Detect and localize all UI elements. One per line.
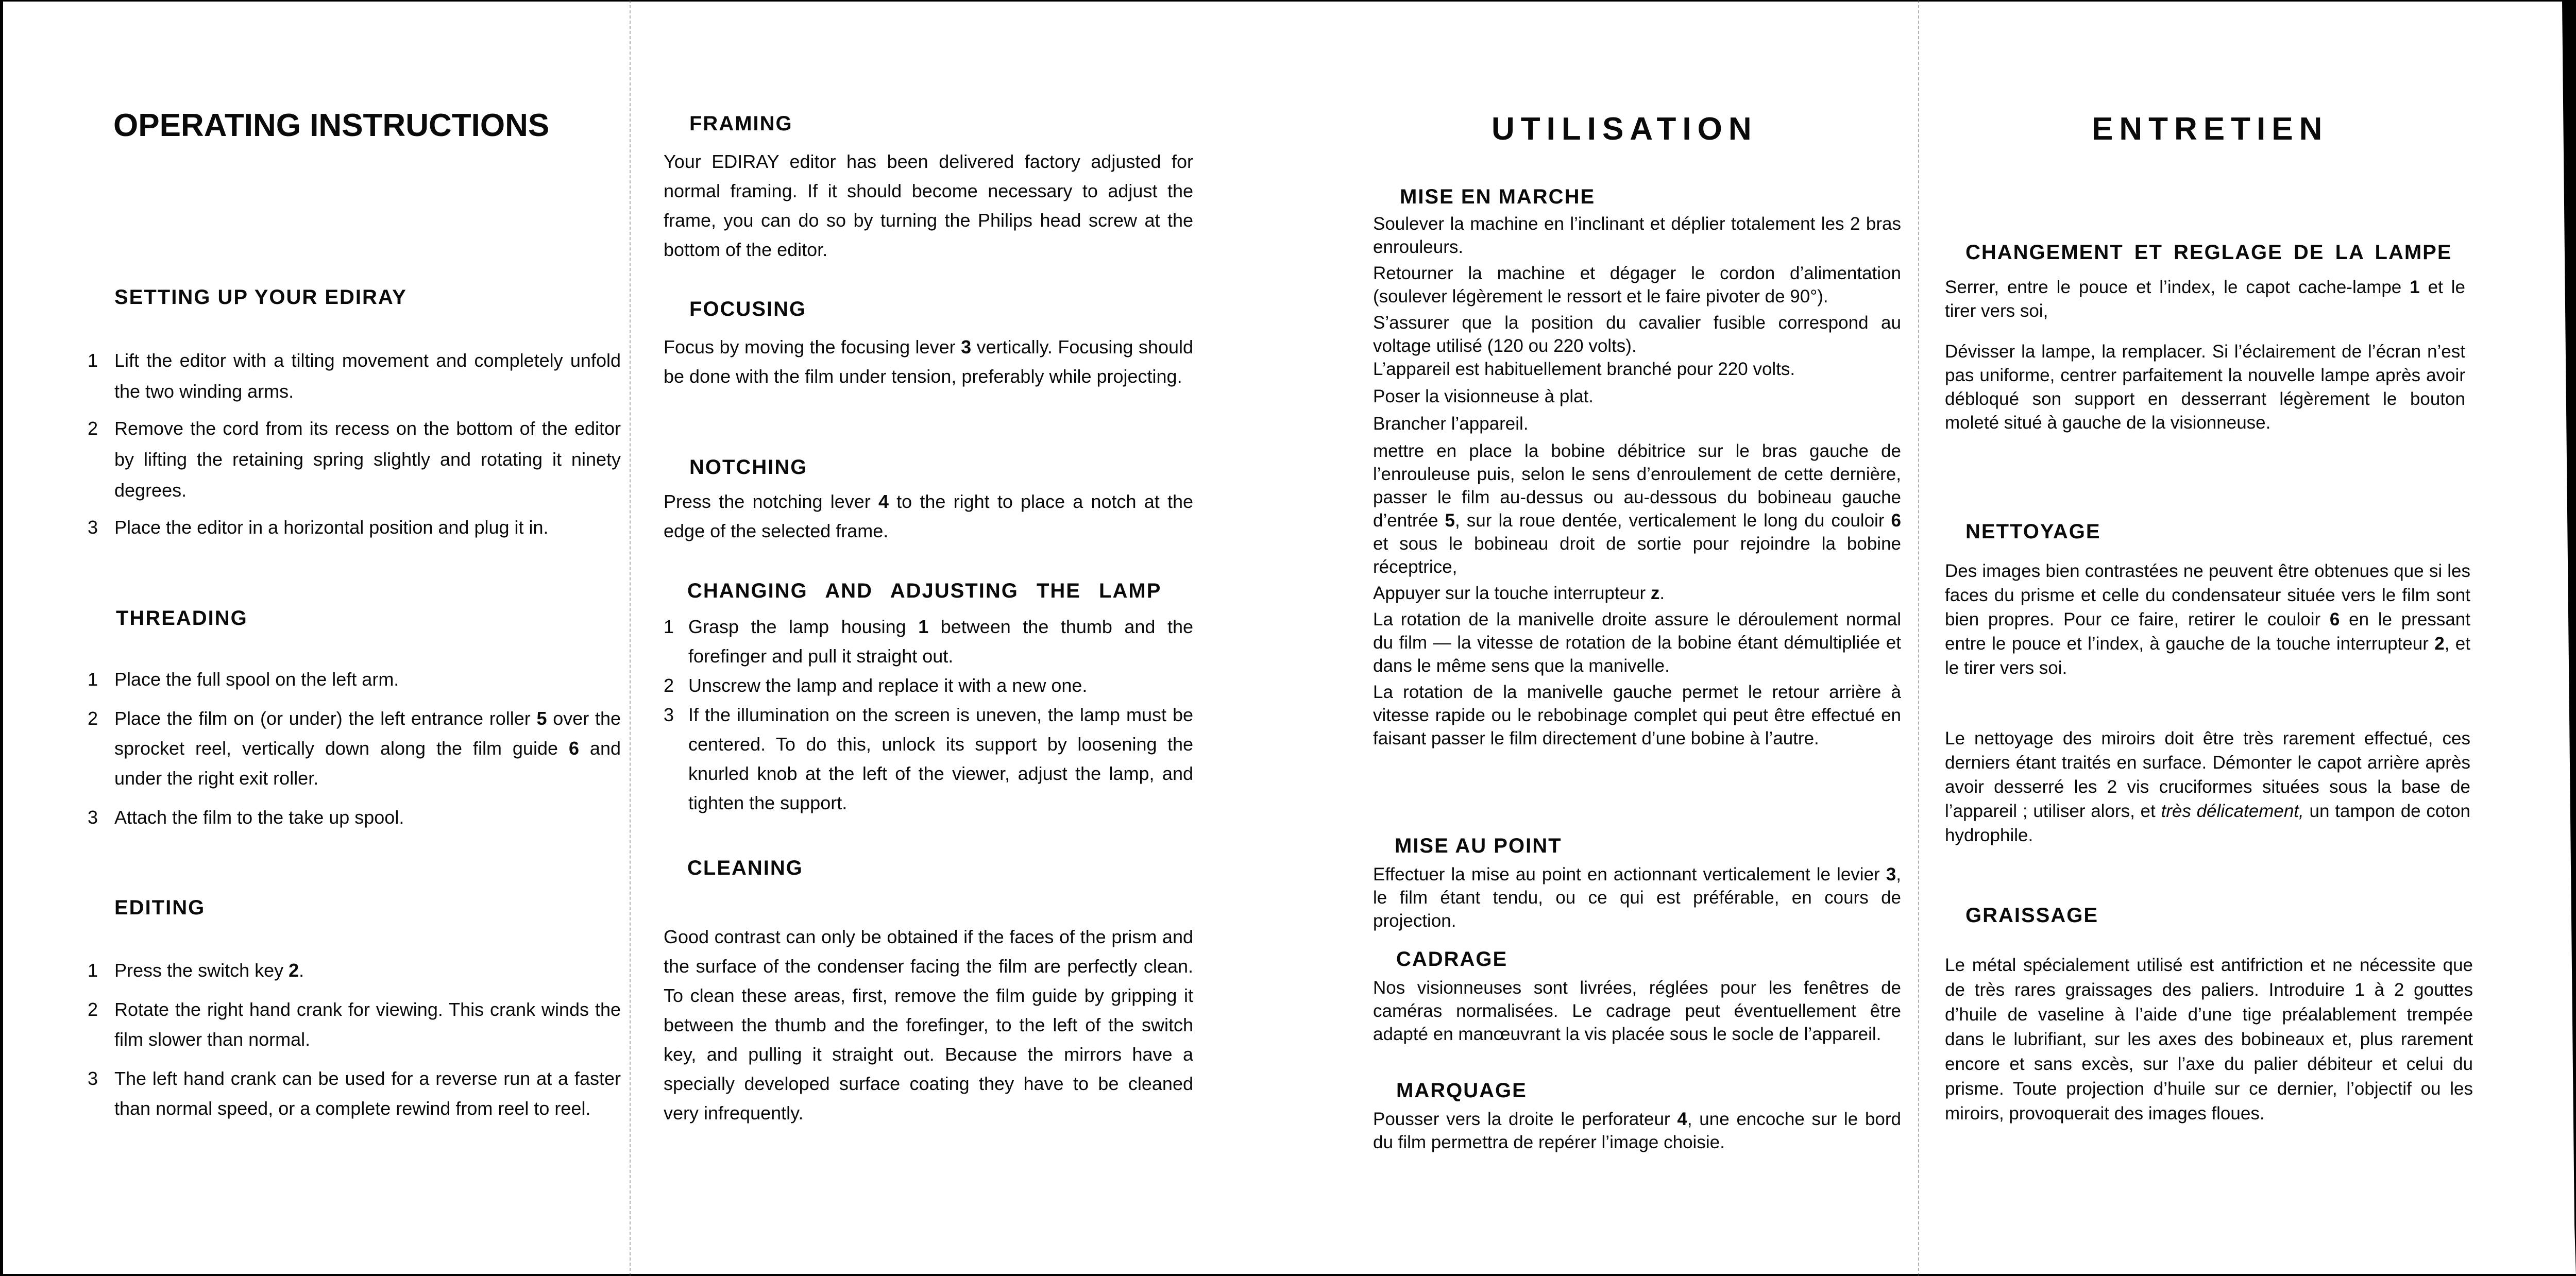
section-heading-cadrage: CADRAGE [1396, 948, 1508, 971]
scan-border-bottom [0, 1274, 2576, 1276]
nettoyage-text-2: Le nettoyage des miroirs doit être très rarement effectué, ces derniers étant traités en surface. Démonter le capot arrière après avoir desserré les 2 vis cruciformes situées sous la base de l’appareil ; utiliser alors, et très délicatement, un tampon de coton hydrophile. [1945, 728, 2470, 845]
scan-border-top [0, 0, 2576, 2]
list-item: 3 Place the editor in a horizontal position and plug it in. [88, 517, 549, 538]
list-item: 2 Unscrew the lamp and replace it with a new one. [664, 675, 1088, 696]
marquage-text: Pousser vers la droite le perforateur 4, une encoche sur le bord du film permettra de repérer l’image choisie. [1373, 1109, 1901, 1152]
list-item: 3 If the illumination on the screen is uneven, the lamp must be centered. To do this, unlock its support by loosening the knurled knob at the left of the viewer, adjust the lamp, and tighten the support. [664, 704, 1193, 813]
part-number-label: 4 [878, 491, 889, 512]
scan-border-right [2562, 0, 2576, 1276]
mise-en-marche-body: Soulever la machine en l’inclinant et déplier totalement les 2 bras enrouleurs. Retourner la machine et dégager le cordon d’alimentation (soulever légèrement le ressort et le faire pivoter de 90°). S’assurer que la position du cavalier fusible correspond au voltage utilisé (120 ou 220 volts). L’appareil est habituellement branché pour 220 volts. Poser la visionneuse à plat. Brancher l’appareil. mettre en place la bobine débitrice sur le bras gauche de l’enrouleuse puis, selon le sens d’enroulement de cette dernière, passer le film au-dessus ou au-dessous du bobineau gauche d’entrée 5, sur la roue dentée, verticalement le long du couloir 6 et sous le bobineau droit de sortie pour rejoindre la bobine réceptrice, Appuyer sur la touche interrupteur z. La rotation de la manivelle droite assure le déroulement normal du film — la vitesse de rotation de la bobine étant démultipliée et dans le même sens que la manivelle. La rotation de la manivelle gauche permet le retour arrière à vitesse rapide ou le rebobinage complet qui peut être effectué en faisant passer le film directement d’une bobine à l’autre. [1373, 214, 1901, 748]
section-heading-framing: FRAMING [689, 112, 793, 135]
lampe-text-2: Dévisser la lampe, la remplacer. Si l’éclairement de l’écran n’est pas uniforme, centrer parfaitement la nouvelle lampe après avoir débloqué son support en desserrant légèrement le bouton moleté situé à gauche de la visionneuse. [1945, 342, 2465, 433]
cadrage-text: Nos visionneuses sont livrées, réglées pour les fenêtres de caméras normalisées. Le cadrage peut éventuellement être adapté en manœuvrant la vis placée sous le socle de l’appareil. [1373, 978, 1901, 1044]
notching-text: Press the notching lever 4 to the right to place a notch at the edge of the selected frame. [664, 491, 1193, 541]
nettoyage-text-1: Des images bien contrastées ne peuvent être obtenues que si les faces du prisme et celle du condensateur située vers le film sont bien propres. Pour ce faire, retirer le couloir 6 en le pressant entre le pouce et l’index, à gauche de la touche interrupteur 2, et le tirer vers soi. [1945, 561, 2470, 678]
lamp-steps [664, 612, 1193, 818]
section-heading-changement-lampe: CHANGEMENT ET REGLAGE DE LA LAMPE [1965, 241, 2452, 264]
part-number-label: 6 [2329, 609, 2340, 630]
part-number-label: 6 [568, 738, 579, 759]
part-number-label: 6 [1891, 511, 1901, 531]
list-item: 1 Place the full spool on the left arm. [88, 669, 399, 690]
page-title-operating-instructions: OPERATING INSTRUCTIONS [113, 108, 550, 143]
list-item: 3 The left hand crank can be used for a reverse run at a faster than normal speed, or a complete rewind from reel to reel. [88, 1068, 621, 1119]
setting-up-steps [88, 345, 621, 543]
cleaning-text: Good contrast can only be obtained if the faces of the prism and the surface of the condenser facing the film are perfectly clean. To clean these areas, first, remove the film guide by gripping it between the thumb and the forefinger, to the left of the switch key, and pulling it straight out. Because the mirrors have a specially developed surface coating they have to be cleaned very infrequently. [664, 926, 1193, 1124]
list-item: 2 Rotate the right hand crank for viewing. This crank winds the film slower than normal. [88, 999, 621, 1050]
page-title-entretien: ENTRETIEN [2092, 111, 2329, 147]
graissage-text: Le métal spécialement utilisé est antifriction et ne nécessite que de très rares graissages des paliers. Introduire 1 à 2 gouttes d’huile de vaseline à l’aide d’une tige préalablement trempée dans le lubrifiant, sur les axes des bobineaux et, plus rarement encore et sans excès, sur l’axe du palier débiteur et celui du prisme. Toute projection d’huile sur ce dernier, l’objectif ou les miroirs, provoquerait des images floues. [1945, 955, 2473, 1124]
section-heading-mise-au-point: MISE AU POINT [1395, 835, 1562, 857]
fold-line [1918, 0, 1919, 1276]
list-item: 1 Grasp the lamp housing 1 between the thumb and the forefinger and pull it straight out. [664, 616, 1193, 667]
part-number-label: 1 [918, 616, 929, 637]
fold-line [630, 0, 631, 1276]
part-number-label: 4 [1677, 1109, 1687, 1129]
section-heading-nettoyage: NETTOYAGE [1965, 520, 2101, 543]
section-heading-graissage: GRAISSAGE [1965, 904, 2099, 927]
section-heading-editing: EDITING [114, 896, 206, 919]
mise-au-point-text: Effectuer la mise au point en actionnant verticalement le levier 3, le film étant tendu, ou ce qui est préférable, en cours de projection. [1373, 864, 1901, 931]
part-number-label: 2 [289, 960, 299, 981]
list-item: 2 Remove the cord from its recess on the bottom of the editor by lifting the retaining spring slightly and rotating it ninety degrees. [88, 418, 621, 501]
section-heading-cleaning: CLEANING [687, 857, 803, 879]
part-number-label: z [1650, 583, 1660, 603]
part-number-label: 1 [2410, 277, 2420, 297]
part-number-label: 3 [961, 336, 972, 358]
focusing-text: Focus by moving the focusing lever 3 vertically. Focusing should be done with the film under tension, preferably while projecting. [664, 336, 1194, 387]
scan-border-left [0, 0, 3, 1276]
part-number-label: 3 [1886, 864, 1896, 884]
list-item: 1 Lift the editor with a tilting movement and completely unfold the two winding arms. [88, 350, 621, 402]
section-heading-setting-up: SETTING UP YOUR EDIRAY [114, 286, 407, 309]
framing-text: Your EDIRAY editor has been delivered factory adjusted for normal framing. If it should become necessary to adjust the frame, you can do so by turning the Philips head screw at the bottom of the editor. [664, 151, 1193, 260]
part-number-label: 2 [2434, 634, 2445, 654]
threading-steps [88, 665, 621, 832]
list-item: 3 Attach the film to the take up spool. [88, 807, 404, 828]
lampe-text-1: Serrer, entre le pouce et l’index, le capot cache-lampe 1 et le tirer vers soi, [1945, 277, 2465, 321]
section-heading-focusing: FOCUSING [689, 298, 807, 320]
section-heading-notching: NOTCHING [689, 456, 808, 479]
section-heading-lamp: CHANGING AND ADJUSTING THE LAMP [687, 580, 1162, 602]
section-heading-threading: THREADING [116, 607, 248, 630]
list-item: 2 Place the film on (or under) the left entrance roller 5 over the sprocket reel, vertically down along the film guide 6 and under the right exit roller. [88, 708, 621, 789]
section-heading-mise-en-marche: MISE EN MARCHE [1400, 185, 1596, 208]
part-number-label: 5 [1445, 511, 1455, 531]
list-item: 1 Press the switch key 2. [88, 960, 304, 981]
page-title-utilisation: UTILISATION [1492, 111, 1758, 147]
part-number-label: 5 [536, 708, 547, 729]
editing-steps [88, 956, 621, 1124]
section-heading-marquage: MARQUAGE [1396, 1079, 1527, 1102]
